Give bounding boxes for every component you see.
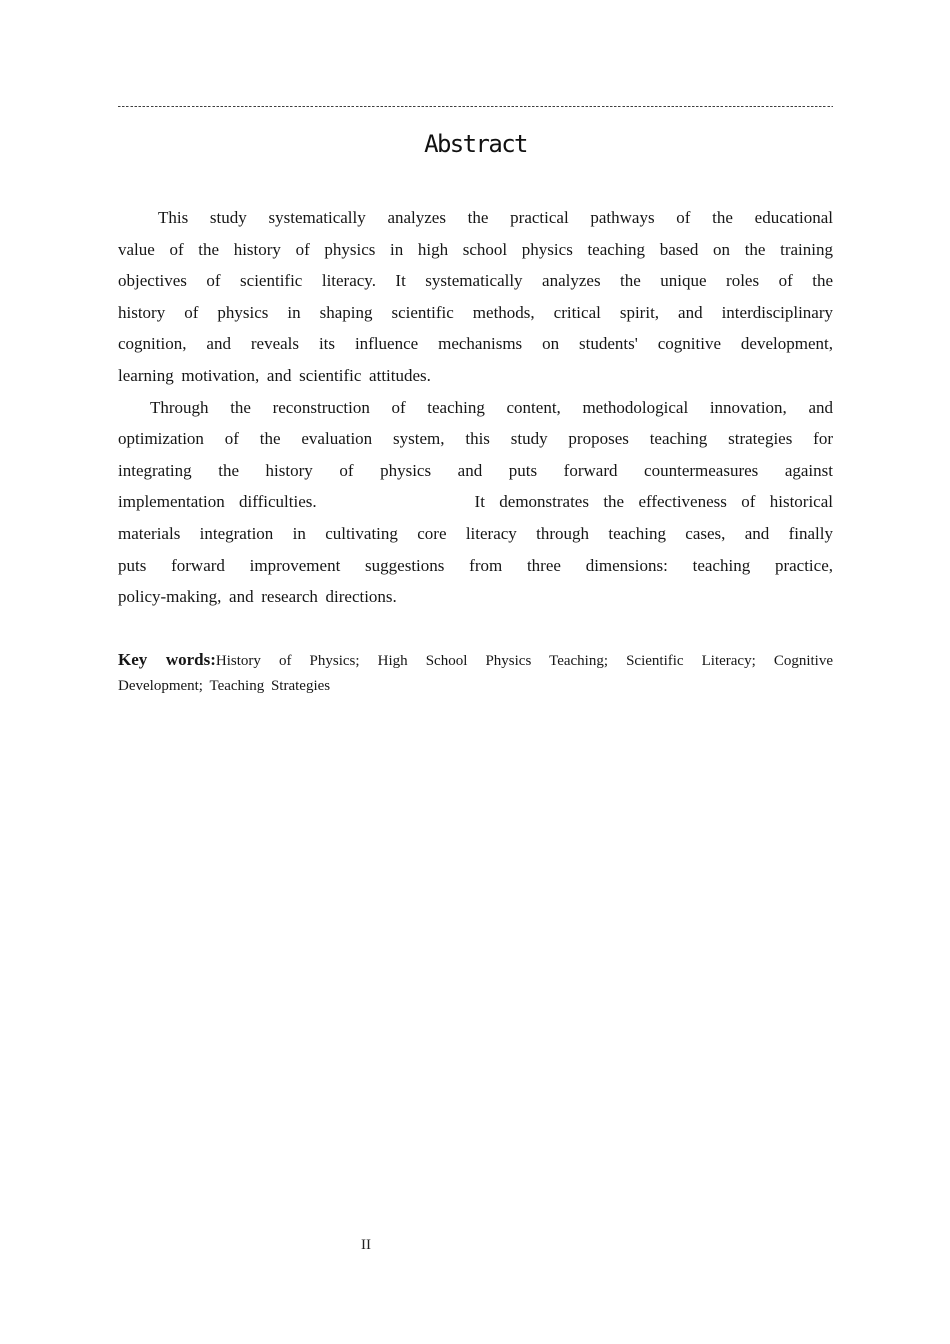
keywords-label: Key words: xyxy=(118,650,216,669)
keywords-line-1 xyxy=(118,648,833,674)
paragraph-line: puts forward improvement suggestions from three dimensions: teaching practice, xyxy=(118,555,833,575)
abstract-title: Abstract xyxy=(424,130,527,158)
paragraph-line: cognition, and reveals its influence mechanisms on students' cognitive development, xyxy=(118,334,833,354)
paragraph-line: Through the reconstruction of teaching content, methodological innovation, and xyxy=(150,397,833,417)
abstract-paragraph-1 xyxy=(118,202,833,392)
paragraph-line: optimization of the evaluation system, this study proposes teaching strategies for xyxy=(118,429,833,449)
header-divider-rule xyxy=(118,106,833,107)
paragraph-line: implementation difficulties. It demonstrates the effectiveness of historical xyxy=(118,492,833,512)
paragraph-line: learning motivation, and scientific attitudes. xyxy=(118,365,431,385)
paragraph-line: This study systematically analyzes the practical pathways of the educational xyxy=(158,208,833,227)
paragraph-line: policy-making, and research directions. xyxy=(118,587,397,607)
paragraph-line: objectives of scientific literacy. It systematically analyzes the unique roles of the xyxy=(118,271,833,291)
keywords-line-2: Development; Teaching Strategies xyxy=(118,677,331,694)
abstract-paragraph-2 xyxy=(118,392,833,613)
abstract-body xyxy=(118,202,833,613)
keywords-line1-text: History of Physics; High School Physics Teaching; Scientific Literacy; Cognitive xyxy=(215,653,833,669)
paragraph-line: integrating the history of physics and puts forward countermeasures against xyxy=(118,460,833,480)
page-number: II xyxy=(361,1237,371,1253)
paragraph-line: value of the history of physics in high school physics teaching based on the training xyxy=(118,239,833,259)
keywords-section xyxy=(118,648,833,698)
paragraph-line: history of physics in shaping scientific methods, critical spirit, and interdisciplinary xyxy=(118,302,833,322)
paragraph-line: materials integration in cultivating core literacy through teaching cases, and finally xyxy=(118,523,833,543)
